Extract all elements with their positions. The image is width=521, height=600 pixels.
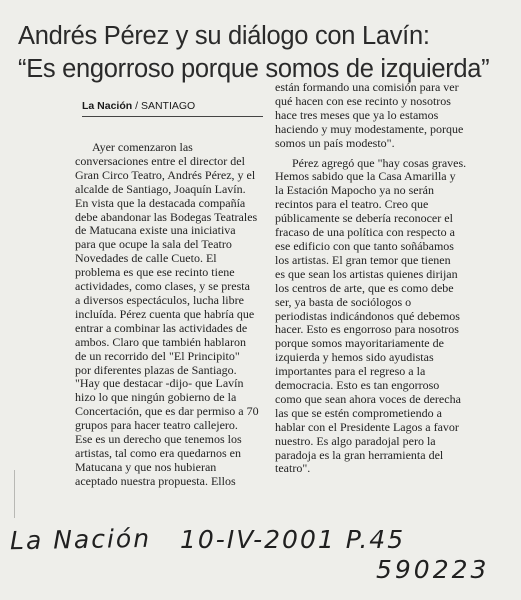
text-line: haciendo y muy modestamente, porque <box>275 121 464 136</box>
text-line: ambos. Claro que también hablaron <box>75 334 246 349</box>
text-line: aceptado nuestra propuesta. Ellos <box>75 473 236 488</box>
text-line: fracaso de una política con respecto a <box>275 225 455 240</box>
text-line: artistas, tal como era quedarnos en <box>75 445 241 460</box>
text-line: a diversos espectáculos, lucha libre <box>75 292 244 307</box>
text-line: Pérez agregó que "hay cosas graves. <box>292 155 467 170</box>
text-line: democracia. Esto es tan engorroso <box>275 378 440 393</box>
text-line: somos un país modesto". <box>275 135 395 150</box>
headline-line-1: Andrés Pérez y su diálogo con Lavín: <box>18 22 430 50</box>
text-line: En vista que la destacada compañía <box>75 195 246 210</box>
text-line: Concertación, que es dar permiso a 70 <box>75 404 259 419</box>
text-line: por diferentes plazas de Santiago. <box>75 362 237 377</box>
text-line: recintos para el teatro. Creo que <box>275 197 429 212</box>
text-line: entrar a combinar las actividades de <box>75 320 248 335</box>
text-line: Matucana y que nos hubieran <box>75 459 217 474</box>
text-line: izquierda y hemos sido ayudistas <box>275 350 434 365</box>
headline <box>18 20 513 86</box>
handwritten-date-page: 10-IV-2001 P.45 <box>180 525 406 554</box>
text-line: Gran Circo Teatro, Andrés Pérez, y el <box>75 167 256 182</box>
text-line: hacer. Esto es engorroso para nosotros <box>275 322 459 337</box>
byline-city: SANTIAGO <box>140 100 196 112</box>
text-line: periodistas indicándonos qué debemos <box>275 308 460 323</box>
text-line: para que ocupe la sala del Teatro <box>75 237 232 252</box>
paragraph-perez-quote <box>275 157 510 477</box>
text-line: es que sean los artistas quienes dirijan <box>275 266 458 281</box>
text-line: Ayer comenzaron las <box>92 140 193 154</box>
text-line: las que se estén comprometiendo a <box>275 405 442 420</box>
text-line: grupos para hacer teatro callejero. <box>75 418 238 433</box>
text-line: teatro". <box>275 461 311 476</box>
text-line: paradoja es la gran herramienta del <box>275 447 444 462</box>
text-line: hablar con el Presidente Lagos a favor <box>275 419 459 434</box>
scan-margin-mark <box>14 470 15 518</box>
text-line: Ese es un derecho que tenemos los <box>75 432 242 447</box>
text-line: públicamente se debería reconocer el <box>275 211 453 226</box>
byline-source: La Nación <box>82 100 133 112</box>
text-line: hace tres meses que ya lo estamos <box>275 107 439 122</box>
byline-separator: / <box>132 100 141 112</box>
paragraph-continued <box>275 81 510 151</box>
text-line: importantes para el regreso a la <box>275 364 426 379</box>
text-line: Novedades de calle Cueto. El <box>75 251 217 266</box>
text-line: la Estación Mapocho ya no serán <box>275 183 434 198</box>
text-line: los centros de arte, que es como debe <box>275 280 454 295</box>
text-line: "Hay que destacar -dijo- que Lavín <box>75 376 244 391</box>
handwritten-source: La Nación <box>9 523 152 556</box>
text-line: alcalde de Santiago, Joaquín Lavín. <box>75 181 246 196</box>
text-line: qué hacen con ese recinto y nosotros <box>275 93 451 108</box>
text-line: de un recorrido del "El Principito" <box>75 348 240 363</box>
text-line: ese edificio con que tanto soñábamos <box>275 238 454 253</box>
text-line: incluída. Pérez cuenta que habría que <box>75 306 255 321</box>
byline <box>82 100 262 112</box>
text-line: problema es que ese recinto tiene <box>75 265 235 280</box>
text-line: actividades, como clases, y se presta <box>75 279 250 294</box>
article-column-right <box>275 81 510 476</box>
text-line: hizo lo que ningún gobierno de la <box>75 390 237 405</box>
byline-rule <box>82 116 263 117</box>
text-line: conversaciones entre el director del <box>75 153 245 168</box>
text-line: los artistas. El gran temor que tienen <box>275 252 451 267</box>
article-column-left <box>75 141 265 489</box>
text-line: como que sean ahora voces de derecha <box>275 391 461 406</box>
text-line: ser, ya basta de sociólogos o <box>275 294 412 309</box>
text-line: de Matucana existe una iniciativa <box>75 223 236 238</box>
text-line: nuestro. Es algo paradojal pero la <box>275 433 436 448</box>
text-line: debe abandonar las Bodegas Teatrales <box>75 209 258 224</box>
headline-line-2: “Es engorroso porque somos de izquierda” <box>18 55 490 83</box>
handwritten-catalog-number: 590223 <box>376 555 490 584</box>
text-line: Hemos sabido que la Casa Amarilla y <box>275 169 456 184</box>
text-line: están formando una comisión para ver <box>275 80 459 94</box>
text-line: porque somos mayoritariamente de <box>275 336 444 351</box>
